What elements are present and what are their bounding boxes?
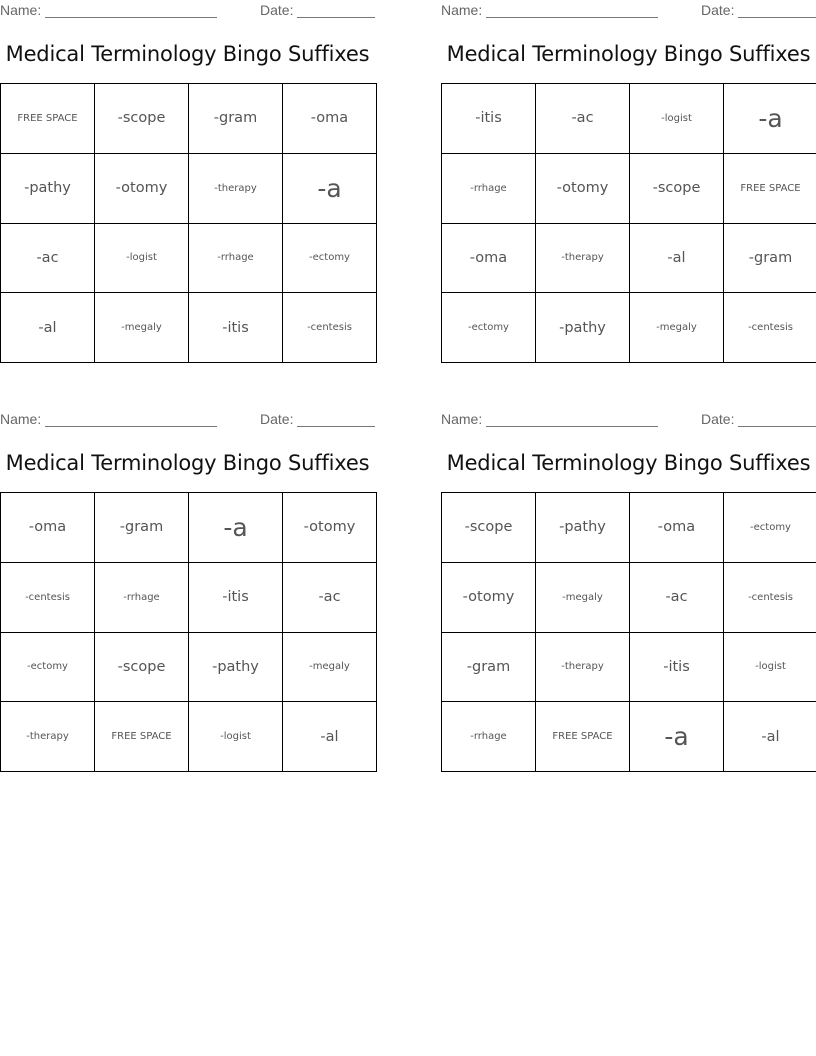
grid-row [1, 702, 377, 772]
grid-cell: -oma [442, 223, 536, 293]
grid-cell: -ac [536, 84, 630, 154]
card-header [441, 411, 816, 429]
grid-cell: -otomy [95, 153, 189, 223]
grid-cell: -scope [630, 153, 724, 223]
grid-cell-free-space: FREE SPACE [536, 702, 630, 772]
grid-cell: -rrhage [442, 702, 536, 772]
grid-row [1, 632, 377, 702]
card-title: Medical Terminology Bingo Suffixes [5, 42, 370, 66]
grid-cell: -al [283, 702, 377, 772]
grid-cell: -scope [442, 493, 536, 563]
grid-cell: -ectomy [1, 632, 95, 702]
date-blank-line [297, 426, 375, 427]
grid-cell: -logist [95, 223, 189, 293]
grid-cell: -oma [1, 493, 95, 563]
grid-cell: -al [1, 293, 95, 363]
grid-cell: -ac [1, 223, 95, 293]
bingo-grid [0, 83, 377, 363]
grid-cell: -pathy [1, 153, 95, 223]
grid-cell: -pathy [189, 632, 283, 702]
grid-cell: -gram [442, 632, 536, 702]
grid-cell: -itis [189, 562, 283, 632]
grid-cell: -rrhage [95, 562, 189, 632]
grid-row [442, 293, 816, 363]
card-title: Medical Terminology Bingo Suffixes [446, 42, 811, 66]
grid-cell: -ectomy [442, 293, 536, 363]
date-blank-line [297, 17, 375, 18]
bingo-grid [441, 83, 816, 363]
grid-cell-free-space: FREE SPACE [724, 153, 816, 223]
grid-cell: -ectomy [283, 223, 377, 293]
name-blank-line [486, 17, 658, 18]
name-label: Name: [0, 411, 42, 427]
grid-cell: -otomy [536, 153, 630, 223]
grid-cell: -centesis [724, 562, 816, 632]
card-header [0, 411, 375, 429]
grid-row [1, 293, 377, 363]
grid-cell: -ectomy [724, 493, 816, 563]
grid-row [442, 223, 816, 293]
card-title: Medical Terminology Bingo Suffixes [5, 451, 370, 475]
grid-cell: -logist [189, 702, 283, 772]
grid-row [442, 562, 816, 632]
grid-cell: -therapy [1, 702, 95, 772]
grid-cell: -rrhage [189, 223, 283, 293]
date-blank-line [738, 426, 816, 427]
grid-row [442, 153, 816, 223]
grid-cell: -itis [442, 84, 536, 154]
grid-cell: -therapy [189, 153, 283, 223]
grid-cell: -megaly [95, 293, 189, 363]
bingo-card-1 [0, 0, 375, 380]
bingo-card-3 [0, 409, 375, 789]
grid-cell: -pathy [536, 293, 630, 363]
grid-cell: -ac [630, 562, 724, 632]
grid-cell: -logist [630, 84, 724, 154]
grid-cell: -itis [189, 293, 283, 363]
grid-cell: -pathy [536, 493, 630, 563]
name-blank-line [45, 426, 217, 427]
grid-row [1, 223, 377, 293]
grid-row [442, 84, 816, 154]
grid-cell: -al [724, 702, 816, 772]
grid-cell: -oma [630, 493, 724, 563]
grid-cell: -rrhage [442, 153, 536, 223]
grid-cell: -megaly [283, 632, 377, 702]
date-label: Date: [701, 2, 735, 18]
grid-cell: -therapy [536, 632, 630, 702]
grid-row [442, 632, 816, 702]
bingo-grid [441, 492, 816, 772]
date-label: Date: [260, 2, 294, 18]
name-label: Name: [441, 411, 483, 427]
date-label: Date: [260, 411, 294, 427]
grid-cell: -al [630, 223, 724, 293]
grid-cell: -itis [630, 632, 724, 702]
grid-cell: -logist [724, 632, 816, 702]
grid-row [1, 493, 377, 563]
grid-row [1, 84, 377, 154]
grid-cell: -a [630, 702, 724, 772]
grid-cell: -gram [189, 84, 283, 154]
grid-cell: -centesis [283, 293, 377, 363]
date-label: Date: [701, 411, 735, 427]
name-blank-line [486, 426, 658, 427]
date-blank-line [738, 17, 816, 18]
grid-row [442, 702, 816, 772]
grid-cell: -a [189, 493, 283, 563]
bingo-card-4 [441, 409, 816, 789]
card-title: Medical Terminology Bingo Suffixes [446, 451, 811, 475]
bingo-grid [0, 492, 377, 772]
grid-cell-free-space: FREE SPACE [1, 84, 95, 154]
grid-cell: -gram [95, 493, 189, 563]
name-label: Name: [0, 2, 42, 18]
grid-row [1, 153, 377, 223]
name-blank-line [45, 17, 217, 18]
grid-row [442, 493, 816, 563]
grid-cell: -otomy [442, 562, 536, 632]
grid-cell: -centesis [724, 293, 816, 363]
bingo-card-2 [441, 0, 816, 380]
grid-cell: -centesis [1, 562, 95, 632]
grid-cell: -megaly [536, 562, 630, 632]
grid-row [1, 562, 377, 632]
grid-cell: -a [283, 153, 377, 223]
grid-cell: -megaly [630, 293, 724, 363]
grid-cell: -scope [95, 632, 189, 702]
grid-cell: -a [724, 84, 816, 154]
name-label: Name: [441, 2, 483, 18]
grid-cell: -otomy [283, 493, 377, 563]
card-header [441, 2, 816, 20]
grid-cell: -gram [724, 223, 816, 293]
grid-cell-free-space: FREE SPACE [95, 702, 189, 772]
grid-cell: -scope [95, 84, 189, 154]
grid-cell: -therapy [536, 223, 630, 293]
card-header [0, 2, 375, 20]
grid-cell: -oma [283, 84, 377, 154]
grid-cell: -ac [283, 562, 377, 632]
